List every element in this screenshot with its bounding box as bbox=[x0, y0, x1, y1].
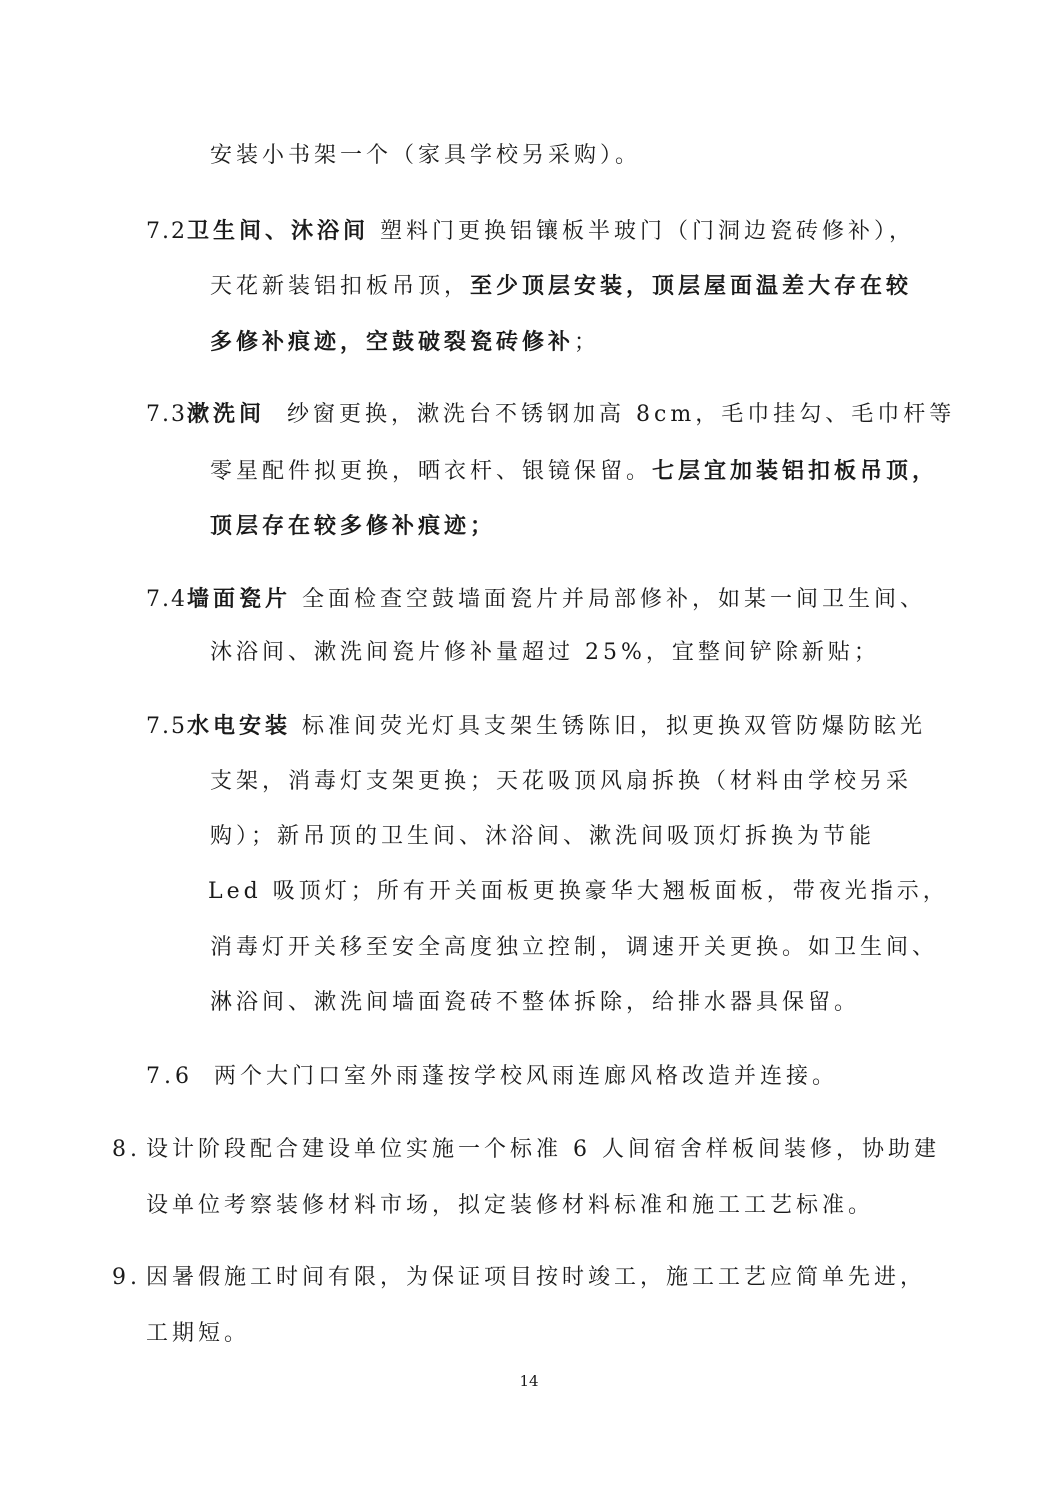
section-7-6-number: 7.6 bbox=[146, 1064, 193, 1089]
section-7-4-line-2: 沐浴间、漱洗间瓷片修补量超过 25%，宜整间铲除新贴； bbox=[210, 640, 880, 665]
body-text: 天花新装铝扣板吊顶， bbox=[210, 274, 471, 299]
section-7-5-line-3: 购）；新吊顶的卫生间、沐浴间、漱洗间吸顶灯拆换为节能 bbox=[210, 824, 876, 849]
emphasis-text: 七层宜加装铝扣板吊顶， bbox=[652, 458, 939, 484]
body-text: 塑料门更换铝镶板半玻门（门洞边瓷砖修补）， bbox=[380, 219, 916, 244]
section-7-5-line-5: 消毒灯开关移至安全高度独立控制，调速开关更换。如卫生间、 bbox=[210, 935, 939, 960]
section-title: 水电安装 bbox=[187, 713, 292, 739]
section-7-4-line-1 bbox=[146, 584, 926, 615]
section-number: 7.2 bbox=[146, 219, 187, 244]
section-7-2-line-2 bbox=[210, 271, 912, 302]
section-7-5-line-4: Led 吸顶灯；所有开关面板更换豪华大翘板面板，带夜光指示， bbox=[208, 879, 949, 904]
section-7-3-line-3 bbox=[210, 511, 496, 542]
item-8-number: 8. bbox=[112, 1137, 141, 1162]
section-number: 7.5 bbox=[146, 714, 187, 739]
body-text: 纱窗更换，漱洗台不锈钢加高 8cm，毛巾挂勾、毛巾杆等 bbox=[287, 402, 956, 427]
body-text: 全面检查空鼓墙面瓷片并局部修补，如某一间卫生间、 bbox=[302, 587, 927, 612]
section-title: 卫生间、沐浴间 bbox=[187, 218, 370, 244]
section-7-3-line-2 bbox=[210, 456, 938, 487]
item-9-line-1: 因暑假施工时间有限，为保证项目按时竣工，施工工艺应简单先进， bbox=[146, 1265, 927, 1290]
body-text: 零星配件拟更换，晒衣杆、银镜保留。 bbox=[210, 459, 653, 484]
emphasis-text: 多修补痕迹，空鼓破裂瓷砖修补 bbox=[210, 329, 575, 355]
item-8-line-2: 设单位考察装修材料市场，拟定装修材料标准和施工工艺标准。 bbox=[146, 1193, 875, 1218]
section-7-6-text: 两个大门口室外雨蓬按学校风雨连廊风格改造并连接。 bbox=[214, 1064, 839, 1089]
section-7-2-line-3 bbox=[210, 327, 600, 358]
emphasis-text: 至少顶层安装，顶层屋面温差大存在较 bbox=[470, 273, 913, 299]
item-8-line-1: 设计阶段配合建设单位实施一个标准 6 人间宿舍样板间装修，协助建 bbox=[146, 1137, 940, 1162]
emphasis-text: 顶层存在较多修补痕迹； bbox=[210, 513, 497, 539]
item-9-line-2: 工期短。 bbox=[146, 1321, 251, 1346]
section-7-5-line-2: 支架，消毒灯支架更换；天花吸顶风扇拆换（材料由学校另采 bbox=[210, 769, 913, 794]
item-9-number: 9. bbox=[112, 1265, 141, 1290]
section-7-3-line-1 bbox=[146, 399, 955, 430]
section-7-5-line-1 bbox=[146, 711, 926, 742]
section-7-2-line-1 bbox=[146, 216, 915, 247]
body-text: 标准间荧光灯具支架生锈陈旧，拟更换双管防爆防眩光 bbox=[302, 714, 927, 739]
section-number: 7.4 bbox=[146, 587, 187, 612]
continuation-line: 安装小书架一个（家具学校另采购）。 bbox=[210, 143, 642, 168]
section-number: 7.3 bbox=[146, 402, 187, 427]
section-7-5-line-6: 淋浴间、漱洗间墙面瓷砖不整体拆除，给排水器具保留。 bbox=[210, 990, 861, 1015]
section-title: 墙面瓷片 bbox=[187, 586, 292, 612]
section-title: 漱洗间 bbox=[187, 401, 266, 427]
body-text: ； bbox=[574, 330, 601, 355]
page-number: 14 bbox=[519, 1372, 539, 1390]
